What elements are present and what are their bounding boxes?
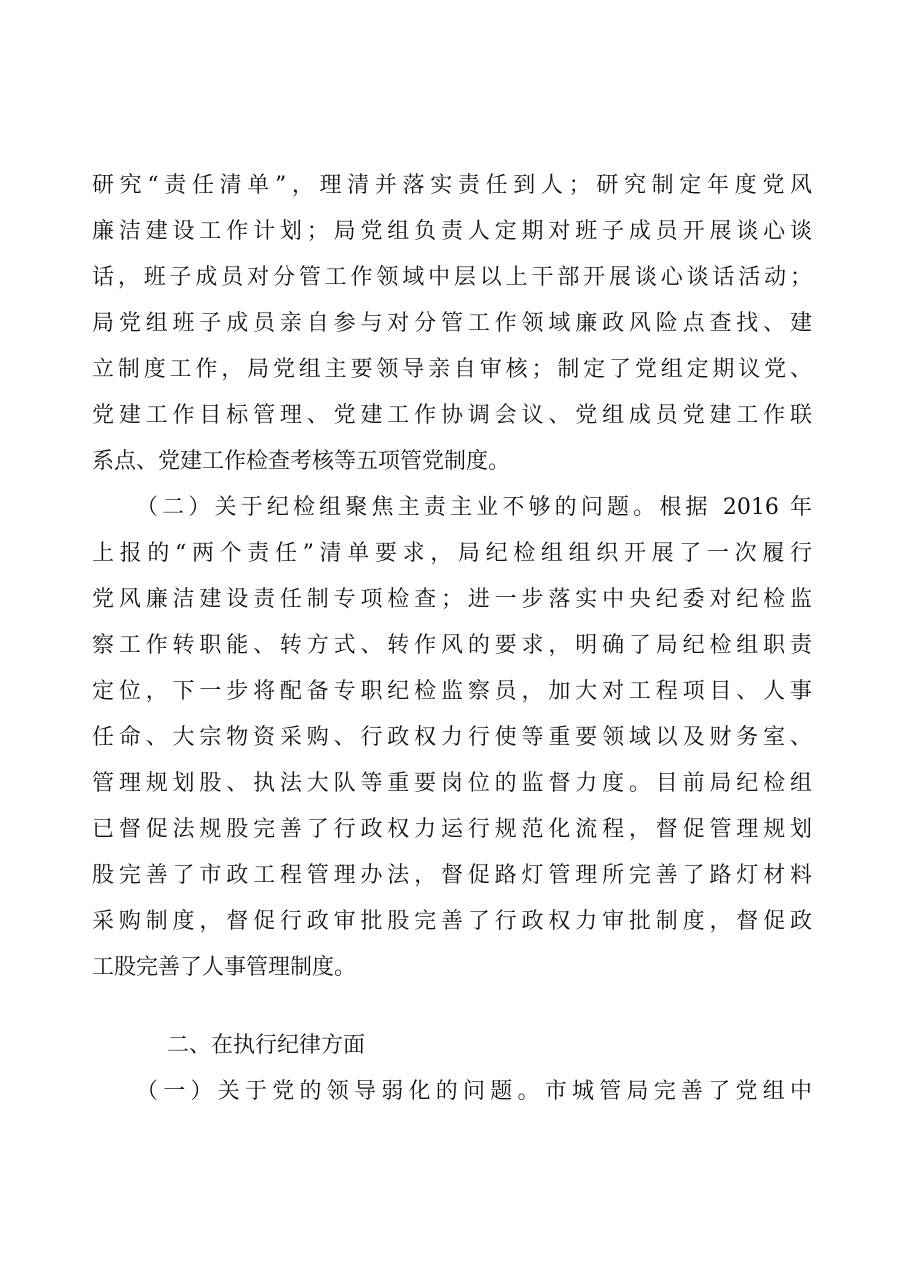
paragraph-line: 话，班子成员对分管工作领域中层以上干部开展谈心谈话活动； <box>92 265 812 290</box>
paragraph-line: 系点、党建工作检查考核等五项管党制度。 <box>92 449 511 474</box>
paragraph-line: 工股完善了人事管理制度。 <box>92 955 357 980</box>
paragraph-line: 定位，下一步将配备专职纪检监察员，加大对工程项目、人事 <box>92 679 812 704</box>
paragraph-line: 党风廉洁建设责任制专项检查；进一步落实中央纪委对纪检监 <box>92 587 812 612</box>
paragraph-line: 任命、大宗物资采购、行政权力行使等重要领域以及财务室、 <box>92 725 812 750</box>
paragraph-line: 研究“责任清单”，理清并落实责任到人；研究制定年度党风 <box>92 173 812 198</box>
paragraph-line: 廉洁建设工作计划；局党组负责人定期对班子成员开展谈心谈 <box>92 219 812 244</box>
paragraph-line: 立制度工作，局党组主要领导亲自审核；制定了党组定期议党、 <box>92 357 812 382</box>
paragraph-line: 上报的“两个责任”清单要求，局纪检组组织开展了一次履行 <box>92 541 812 566</box>
paragraph-line: 管理规划股、执法大队等重要岗位的监督力度。目前局纪检组 <box>92 771 812 796</box>
paragraph-line: 已督促法规股完善了行政权力运行规范化流程，督促管理规划 <box>92 817 812 842</box>
paragraph-line: 局党组班子成员亲自参与对分管工作领域廉政风险点查找、建 <box>92 311 812 336</box>
paragraph-line: 党建工作目标管理、党建工作协调会议、党组成员党建工作联 <box>92 403 812 428</box>
paragraph-line: 采购制度，督促行政审批股完善了行政权力审批制度，督促政 <box>92 909 812 934</box>
section-heading: 二、在执行纪律方面 <box>167 1033 366 1058</box>
paragraph-line: 股完善了市政工程管理办法，督促路灯管理所完善了路灯材料 <box>92 863 812 888</box>
paragraph-line: （一）关于党的领导弱化的问题。市城管局完善了党组中 <box>136 1079 812 1104</box>
paragraph-line: （二）关于纪检组聚焦主责主业不够的问题。根据 2016 年 <box>136 495 812 520</box>
paragraph-line: 察工作转职能、转方式、转作风的要求，明确了局纪检组职责 <box>92 633 812 658</box>
